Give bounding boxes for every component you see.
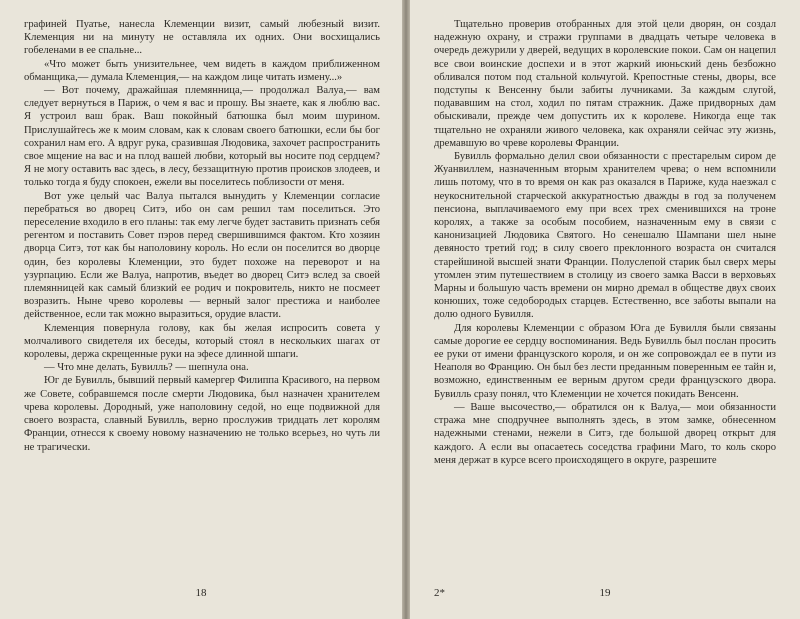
paragraph: Для королевы Клеменции с образом Юга де Бувилля были связаны самые дорогие ее сердцу воспоминания. Ведь Бувилль был послан просить ее руки от имени французского короля, и он же сопровождал ее в пути из Неаполя во Францию. Он был без лести преданным поверенным ее тайн и, возможно, единственным ее верным другом среди французского двора. Бувилль сразу понял, что Клеменции не хочется покидать Венсенн. [434, 322, 776, 400]
paragraph: графиней Пуатье, нанесла Клеменции визит, самый любезный визит. Клеменция ни на минуту не оставляла их одних. Они восхищались гобеленами в ее спальне... [24, 19, 380, 57]
book-gutter [402, 0, 410, 619]
paragraph: «Что может быть унизительнее, чем видеть в каждом приближенном обманщика,— думала Клеменция,— на каждом лице читать измену...» [24, 58, 380, 83]
paragraph: — Что мне делать, Бувилль? — шепнула она. [44, 362, 249, 374]
paragraph: Вот уже целый час Валуа пытался вынудить у Клеменции согласие перебраться во дворец Ситэ, ибо он сам решил там поселиться. Это переселение входило в его планы: так ему легче будет заставить признать себя регентом и поставить Совет пэров перед свершившимся фактом. Кто хозяин дворца Ситэ, тот как бы наполовину король. Но если он поселится во дворце один, без королевы Клеменции, это будет похоже на переворот и на узурпацию. Если же Валуа, напротив, въедет во дворец Ситэ вслед за своей племянницей как самый близкий ее родич и покровитель, никто не посмеет возразить. Ныне чрево королевы — верный залог престижа и наиболее действенное, если так можно выразиться, орудие власти. [24, 190, 380, 321]
paragraph: Тщательно проверив отобранных для этой цели дворян, он создал надежную охрану, и стражи группами в двадцать четыре человека в очередь дежурили у дверей, ведущих в королевские покои. Сам он нацепил все свои воинские доспехи и в этот жаркий июньский день безбожно обливался потом под стальной кольчугой. Крепостные стены, дворы, все подступы к Венсенну были забиты лучниками. За каждым слугой, подававшим на стол, ходил по пятам стражник. Даже придворных дам обыскивали, прежде чем допустить их к королеве. Никогда еще так тщательно не охраняли живого человека, как охраняли сейчас эту жизнь, дремавшую во чреве королевы Франции. [434, 19, 776, 149]
paragraph: — Ваше высочество,— обратился он к Валуа,— мои обязанности стража мне сподручнее выполнять здесь, в этом замке, обнесенном надежными стенами, нежели в Ситэ, где большой дворец открыт для каждого. А если вы опасаетесь соседства графини Маго, то коль скоро меня держат в курсе всего происходящего в округе, разрешите [434, 401, 776, 466]
page-number-left: 18 [195, 587, 207, 599]
signature-mark: 2* [434, 587, 445, 599]
paragraph: Юг де Бувилль, бывший первый камергер Филиппа Красивого, на первом же Совете, собравшемся после смерти Людовика, был назначен хранителем чрева королевы. Дородный, уже наполовину седой, но еще подвижной для своего возраста, славный Бувилль, верно прослужив тридцать лет королям Франции, отнесся к своему новому назначению не только всерьез, но чуть ли не трагически. [24, 375, 380, 453]
paragraph: Клеменция повернула голову, как бы желая испросить совета у молчаливого свидетеля их беседы, который стоял в нескольких шагах от королевы, держа скрещенные руки на эфесе длинной шпаги. [24, 322, 380, 361]
right-page-text [434, 18, 776, 467]
left-page-text [24, 18, 380, 454]
right-page [410, 0, 800, 619]
paragraph: — Вот почему, дражайшая племянница,— продолжал Валуа,— вам следует вернуться в Париж, о чем я вас и прошу. Вы знаете, как я люблю вас. Я устроил ваш брак. Ваш покойный батюшка был моим шурином. Прислушайтесь же к моим словам, как к словам своего батюшки, если бы бог сохранил нам его. А вдруг рука, сразившая Людовика, захочет распространить свое мщение на вас и на плод вашей любви, который вы носите под сердцем? Я не могу оставить вас здесь, в лесу, беззащитную против происков злодеев, и только тогда я буду спокоен, ежели вы поселитесь поблизости от меня. [24, 85, 380, 189]
paragraph: Бувилль формально делил свои обязанности с престарелым сиром де Жуанвиллем, назначенным вторым хранителем чрева; о нем вспомнили лишь потому, что в то время он как раз оказался в Париже, куда наезжал с неукоснительной старческой аккуратностью дважды в год за полученем пенсиона, выплачиваемого ему при всех трех сменившихся на троне королях, а также за особым пособием, назначенным ему в связи с канонизацией Людовика Святого. Но сенешалю Шампани шел ныне девяносто третий год; в силу своего преклонного возраста он считался старейшиной высшей знати Франции. Полуслепой старик был сверх меры утомлен этим путешествием в столицу из своего замка Васси в верховьях Марны и большую часть времени он мирно дремал в обществе двух своих конюших, тоже седобородых старцев. Естественно, все заботы выпали на долю одного Бувилля. [434, 151, 776, 321]
page-number-right: 19 [599, 587, 611, 599]
